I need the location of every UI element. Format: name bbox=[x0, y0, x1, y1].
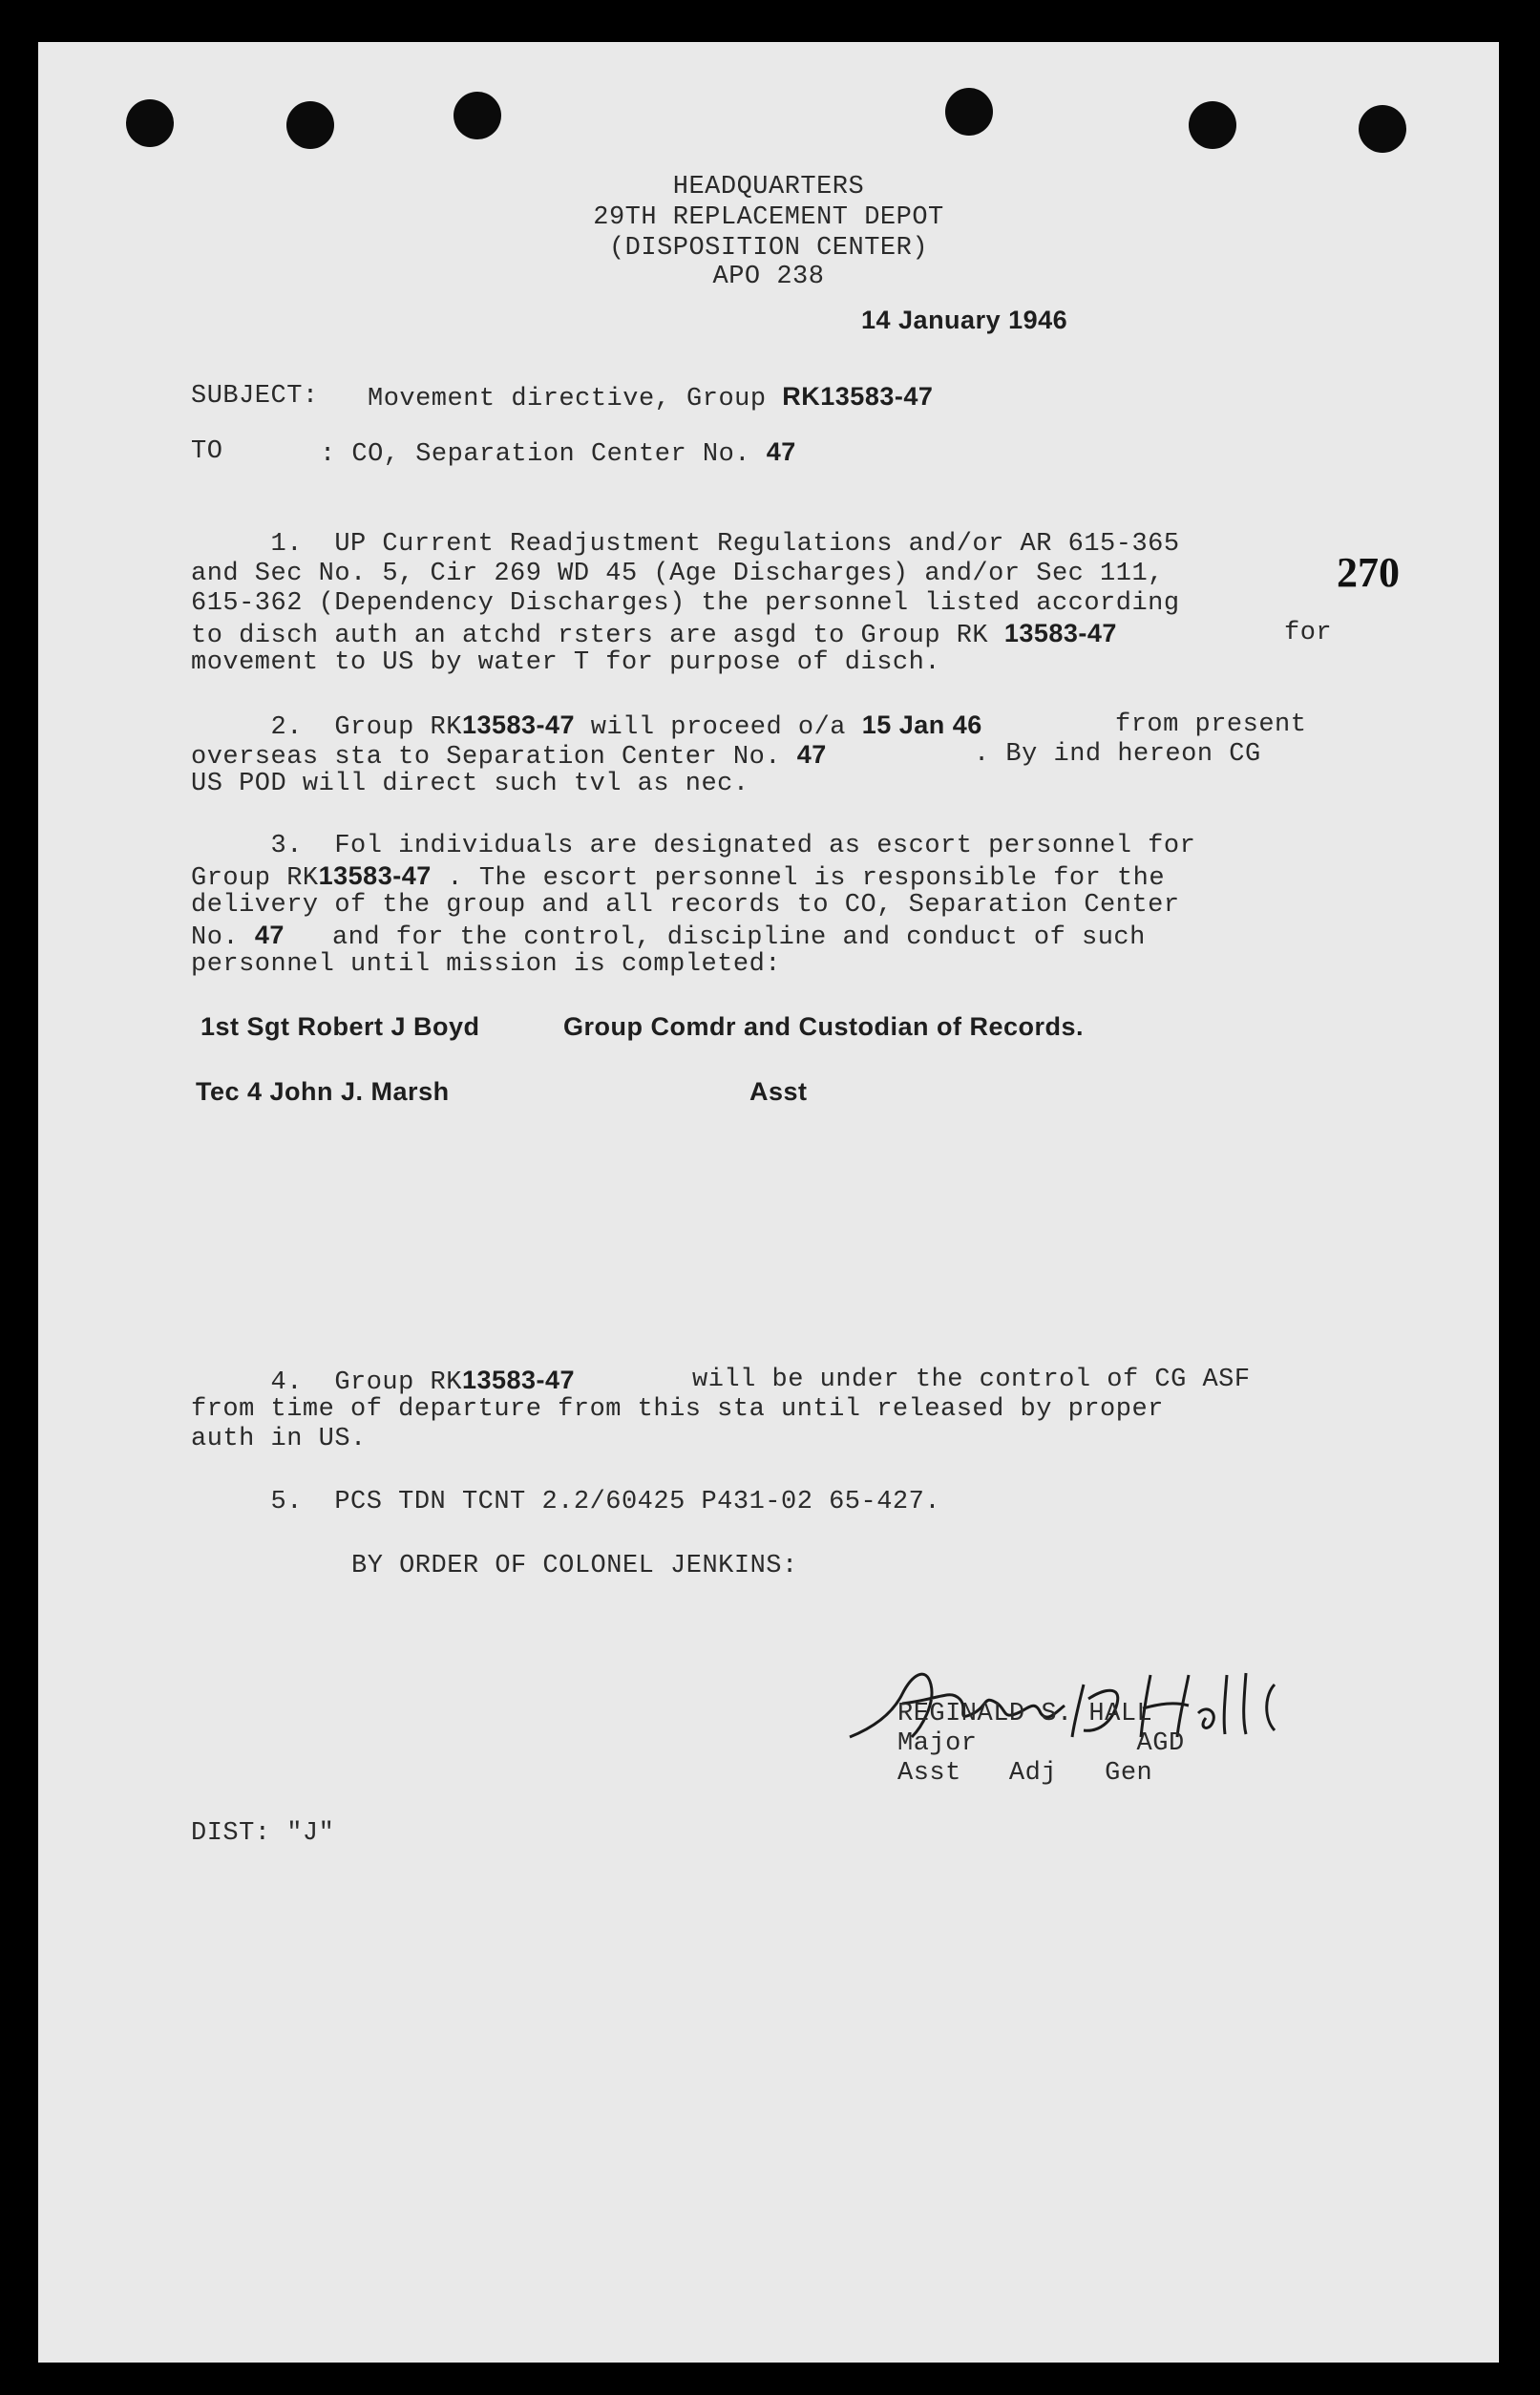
para3-group: 13583-47 bbox=[318, 861, 432, 890]
punch-hole bbox=[126, 99, 174, 147]
punch-hole bbox=[454, 92, 501, 139]
header-line-4: APO 238 bbox=[712, 263, 825, 291]
signatory-rank: Major AGD bbox=[897, 1729, 1185, 1758]
punch-hole bbox=[286, 101, 334, 149]
para2-center-no: 47 bbox=[796, 740, 827, 769]
punch-hole bbox=[1359, 105, 1406, 153]
para3-line-3: delivery of the group and all records to CO, Separation Center bbox=[191, 891, 1180, 920]
to-prefix: : CO, Separation Center No. bbox=[320, 440, 767, 469]
para3-line-4-text: No. bbox=[191, 923, 255, 952]
para1-tail: for bbox=[1284, 619, 1333, 647]
para1-line-2: and Sec No. 5, Cir 269 WD 45 (Age Discharges) and/or Sec 111, bbox=[191, 560, 1164, 588]
escort-role: Asst bbox=[749, 1077, 808, 1106]
para1-line-4 bbox=[191, 618, 1117, 651]
escort-name: Tec 4 John J. Marsh bbox=[196, 1077, 450, 1106]
para4-line-1-text: 4. Group RK bbox=[191, 1368, 462, 1397]
order-line: BY ORDER OF COLONEL JENKINS: bbox=[351, 1552, 798, 1580]
para1-group: 13583-47 bbox=[1003, 619, 1117, 647]
para2-line-1-text: 2. Group RK bbox=[191, 713, 462, 742]
header-line-2: 29TH REPLACEMENT DEPOT bbox=[593, 203, 944, 232]
para3-line-2 bbox=[191, 860, 1165, 894]
para3-line-5: personnel until mission is completed: bbox=[191, 950, 781, 979]
para2-tail: from present bbox=[1115, 710, 1307, 739]
subject-group: RK13583-47 bbox=[782, 382, 934, 411]
escort-name: 1st Sgt Robert J Boyd bbox=[200, 1012, 480, 1041]
document-page bbox=[38, 42, 1499, 2363]
para2-date: 15 Jan 46 bbox=[861, 710, 982, 739]
para4-line-2: from time of departure from this sta until released by proper bbox=[191, 1395, 1164, 1424]
para3-center-no: 47 bbox=[254, 921, 285, 949]
signatory-name: REGINALD S. HALL bbox=[897, 1700, 1153, 1728]
header-line-3: (DISPOSITION CENTER) bbox=[608, 234, 929, 263]
para2-line-3: US POD will direct such tvl as nec. bbox=[191, 770, 749, 798]
para1-line-4-text: to disch auth an atchd rsters are asgd to Group RK bbox=[191, 622, 1004, 650]
to-label: TO bbox=[191, 437, 223, 466]
para4-line-1 bbox=[191, 1365, 575, 1398]
para2-line-2-text: overseas sta to Separation Center No. bbox=[191, 743, 781, 772]
escort-role: Group Comdr and Custodian of Records. bbox=[563, 1012, 1085, 1041]
para2-line-1 bbox=[191, 710, 982, 743]
para3-line-2-text: Group RK bbox=[191, 864, 319, 893]
to-text bbox=[320, 436, 796, 470]
para2-line-2 bbox=[191, 739, 827, 773]
subject-label: SUBJECT: bbox=[191, 382, 319, 411]
para3-line-4 bbox=[191, 920, 1146, 953]
para5: 5. PCS TDN TCNT 2.2/60425 P431-02 65-427. bbox=[191, 1488, 941, 1516]
para3-line-2-tail: . The escort personnel is responsible for the bbox=[431, 864, 1166, 893]
distribution: DIST: "J" bbox=[191, 1819, 335, 1848]
document-date: 14 January 1946 bbox=[861, 306, 1068, 334]
signatory-title: Asst Adj Gen bbox=[897, 1759, 1153, 1788]
para4-tail: will be under the control of CG ASF bbox=[692, 1366, 1251, 1394]
para2-group: 13583-47 bbox=[461, 710, 576, 739]
para1-line-5: movement to US by water T for purpose of disch. bbox=[191, 648, 941, 677]
margin-number: 270 bbox=[1337, 549, 1400, 596]
para1-line-3: 615-362 (Dependency Discharges) the personnel listed according bbox=[191, 589, 1180, 618]
subject-prefix: Movement directive, Group bbox=[368, 385, 783, 413]
para3-line-4-tail: and for the control, discipline and conduct of such bbox=[284, 923, 1146, 952]
para3-line-1: 3. Fol individuals are designated as escort personnel for bbox=[191, 832, 1196, 860]
header-line-1: HEADQUARTERS bbox=[672, 173, 865, 201]
para4-line-3: auth in US. bbox=[191, 1425, 367, 1453]
para2-mid: will proceed o/a bbox=[575, 713, 862, 742]
punch-hole bbox=[1189, 101, 1236, 149]
para2-tail-2: . By ind hereon CG bbox=[974, 740, 1261, 769]
para1-line-1: 1. UP Current Readjustment Regulations and/or AR 615-365 bbox=[191, 530, 1180, 559]
punch-hole bbox=[945, 88, 993, 136]
subject-text bbox=[368, 381, 933, 414]
to-number: 47 bbox=[766, 437, 796, 466]
para4-group: 13583-47 bbox=[461, 1366, 576, 1394]
